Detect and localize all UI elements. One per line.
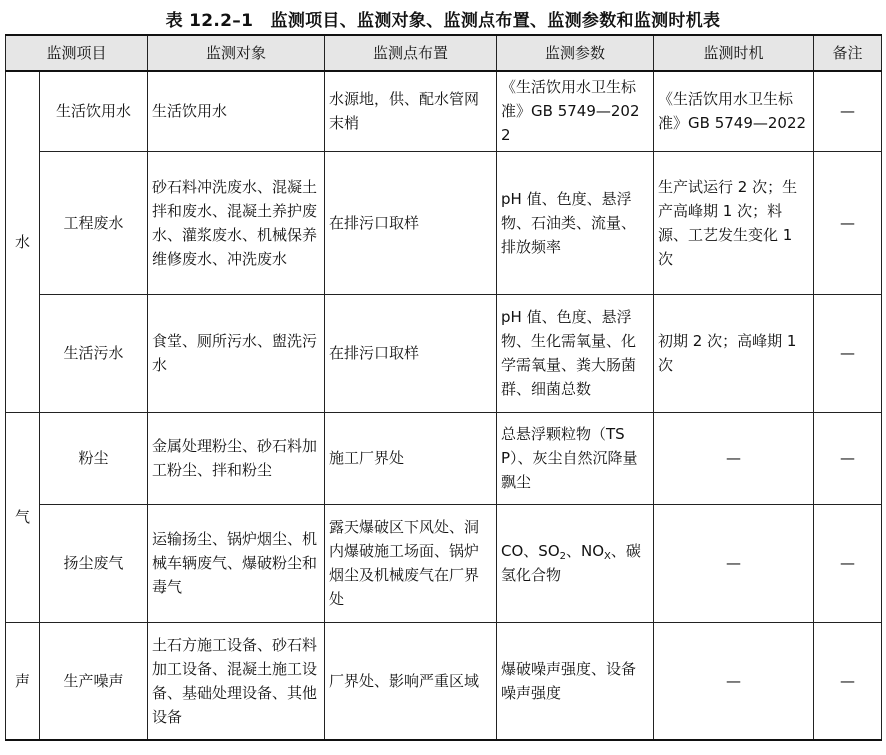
location-cell: 水源地，供、配水管网末梢 bbox=[325, 71, 497, 151]
timing-cell: — bbox=[654, 622, 814, 740]
params-text-tail: 、碳氢化合物 bbox=[501, 542, 641, 584]
object-cell: 金属处理粉尘、砂石料加工粉尘、拌和粉尘 bbox=[148, 412, 325, 504]
location-cell: 在排污口取样 bbox=[325, 151, 497, 294]
timing-cell: 生产试运行 2 次；生产高峰期 1 次；料源、工艺发生变化 1 次 bbox=[654, 151, 814, 294]
object-cell: 食堂、厕所污水、盥洗污水 bbox=[148, 294, 325, 412]
note-cell: — bbox=[814, 71, 882, 151]
location-cell: 露天爆破区下风处、洞内爆破施工场面、锅炉烟尘及机械废气在厂界处 bbox=[325, 504, 497, 622]
table-row bbox=[6, 622, 882, 740]
params-cell: 爆破噪声强度、设备噪声强度 bbox=[497, 622, 654, 740]
header-note: 备注 bbox=[814, 35, 882, 71]
item-cell: 扬尘废气 bbox=[40, 504, 148, 622]
table-row bbox=[6, 294, 882, 412]
header-params: 监测参数 bbox=[497, 35, 654, 71]
table-row bbox=[6, 504, 882, 622]
params-text-co-so: CO、SO bbox=[501, 542, 560, 560]
header-object: 监测对象 bbox=[148, 35, 325, 71]
object-cell: 生活饮用水 bbox=[148, 71, 325, 151]
object-cell: 运输扬尘、锅炉烟尘、机械车辆废气、爆破粉尘和毒气 bbox=[148, 504, 325, 622]
table-row bbox=[6, 151, 882, 294]
item-cell: 生活饮用水 bbox=[40, 71, 148, 151]
table-title: 表 12.2–1 监测项目、监测对象、监测点布置、监测参数和监测时机表 bbox=[165, 11, 721, 31]
object-cell: 土石方施工设备、砂石料加工设备、混凝土施工设备、基础处理设备、其他设备 bbox=[148, 622, 325, 740]
note-cell: — bbox=[814, 151, 882, 294]
header-item: 监测项目 bbox=[6, 35, 148, 71]
params-cell: pH 值、色度、悬浮物、生化需氧量、化学需氧量、粪大肠菌群、细菌总数 bbox=[497, 294, 654, 412]
so2-subscript: 2 bbox=[559, 551, 566, 562]
params-cell: 总悬浮颗粒物（TSP）、灰尘自然沉降量飘尘 bbox=[497, 412, 654, 504]
item-cell: 工程废水 bbox=[40, 151, 148, 294]
group-air: 气 bbox=[6, 412, 40, 622]
group-water: 水 bbox=[6, 71, 40, 412]
params-cell: 《生活饮用水卫生标准》GB 5749—2022 bbox=[497, 71, 654, 151]
header-location: 监测点布置 bbox=[325, 35, 497, 71]
note-cell: — bbox=[814, 504, 882, 622]
item-cell: 生活污水 bbox=[40, 294, 148, 412]
timing-cell: — bbox=[654, 412, 814, 504]
params-cell: pH 值、色度、悬浮物、石油类、流量、排放频率 bbox=[497, 151, 654, 294]
params-text-no: 、NO bbox=[566, 542, 605, 560]
timing-cell: 初期 2 次；高峰期 1 次 bbox=[654, 294, 814, 412]
location-cell: 施工厂界处 bbox=[325, 412, 497, 504]
table-row bbox=[6, 71, 882, 151]
location-cell: 在排污口取样 bbox=[325, 294, 497, 412]
note-cell: — bbox=[814, 294, 882, 412]
header-timing: 监测时机 bbox=[654, 35, 814, 71]
header-row bbox=[6, 35, 882, 71]
object-cell: 砂石料冲洗废水、混凝土拌和废水、混凝土养护废水、灌浆废水、机械保养维修废水、冲洗废水 bbox=[148, 151, 325, 294]
nox-subscript: X bbox=[604, 551, 611, 562]
monitoring-table bbox=[5, 34, 882, 741]
note-cell: — bbox=[814, 622, 882, 740]
item-cell: 生产噪声 bbox=[40, 622, 148, 740]
location-cell: 厂界处、影响严重区域 bbox=[325, 622, 497, 740]
group-noise: 声 bbox=[6, 622, 40, 740]
timing-cell: — bbox=[654, 504, 814, 622]
timing-cell: 《生活饮用水卫生标准》GB 5749—2022 bbox=[654, 71, 814, 151]
params-cell bbox=[497, 504, 654, 622]
table-row bbox=[6, 412, 882, 504]
item-cell: 粉尘 bbox=[40, 412, 148, 504]
note-cell: — bbox=[814, 412, 882, 504]
